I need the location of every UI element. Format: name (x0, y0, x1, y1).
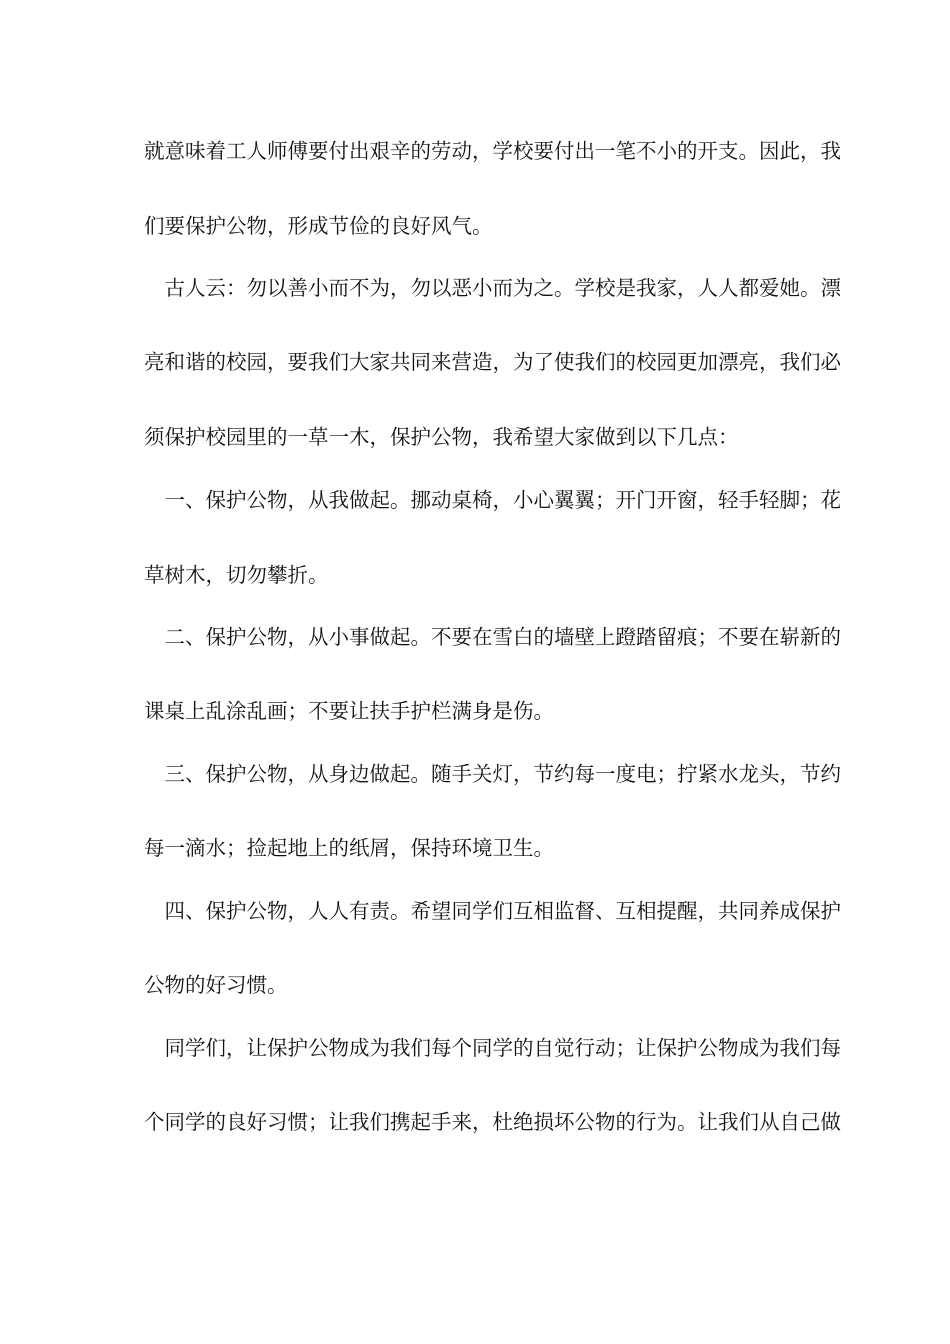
text-line: 须保护校园里的一草一木，保护公物，我希望大家做到以下几点： (144, 425, 739, 449)
text-line: 古人云：勿以善小而不为，勿以恶小而为之。学校是我家，人人都爱她。漂 (144, 276, 841, 300)
text-line: 一、保护公物，从我做起。挪动桌椅，小心翼翼；开门开窗，轻手轻脚；花 (144, 488, 841, 512)
text-line: 二、保护公物，从小事做起。不要在雪白的墙壁上蹬踏留痕；不要在崭新的 (144, 625, 841, 649)
text-line: 四、保护公物，人人有责。希望同学们互相监督、互相提醒，共同养成保护 (144, 899, 841, 923)
text-line: 三、保护公物，从身边做起。随手关灯，节约每一度电；拧紧水龙头，节约 (144, 762, 841, 786)
text-line: 同学们，让保护公物成为我们每个同学的自觉行动；让保护公物成为我们每 (144, 1036, 841, 1060)
text-line: 草树木，切勿攀折。 (144, 563, 329, 587)
text-line: 亮和谐的校园，要我们大家共同来营造，为了使我们的校园更加漂亮，我们必 (144, 350, 841, 374)
text-line: 每一滴水；捡起地上的纸屑，保持环境卫生。 (144, 836, 554, 860)
text-line: 就意味着工人师傅要付出艰辛的劳动，学校要付出一笔不小的开支。因此，我 (144, 139, 841, 163)
text-line: 们要保护公物，形成节俭的良好风气。 (144, 214, 493, 238)
text-line: 公物的好习惯。 (144, 973, 288, 997)
text-line: 个同学的良好习惯；让我们携起手来，杜绝损坏公物的行为。让我们从自己做 (144, 1110, 841, 1134)
text-line: 课桌上乱涂乱画；不要让扶手护栏满身是伤。 (144, 699, 554, 723)
